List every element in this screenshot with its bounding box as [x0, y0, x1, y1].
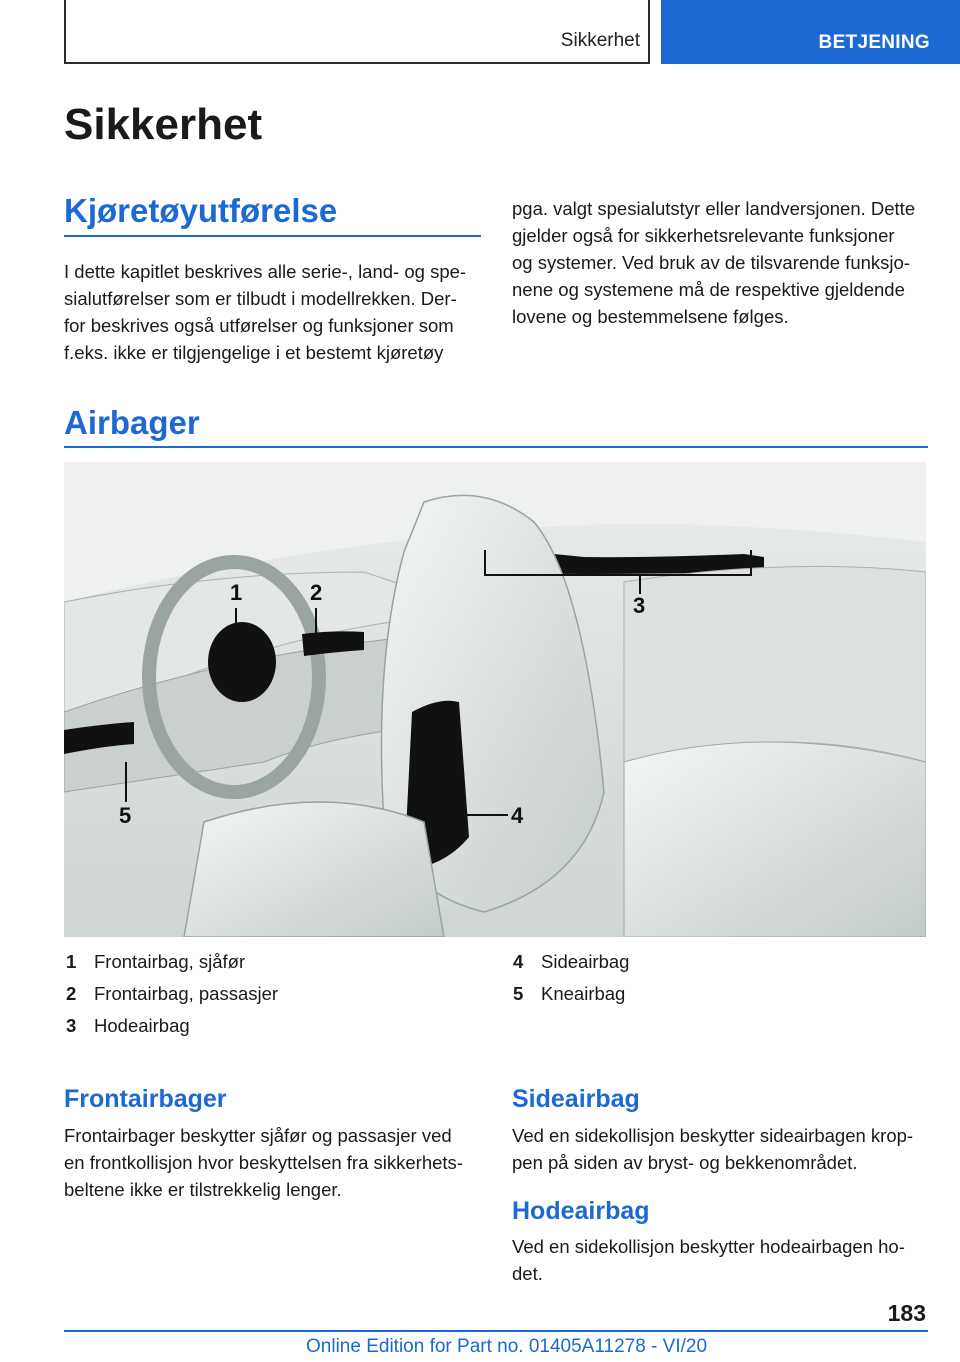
text-line: nene og systemene må de respektive gjeldende [512, 279, 905, 300]
text-line: lovene og bestemmelsene følges. [512, 306, 789, 327]
callout-label-5: 5 [119, 803, 132, 828]
vehicle-design-col2 [512, 195, 932, 330]
vehicle-design-heading: Kjøretøyutførelse [64, 192, 338, 229]
front-airbags-heading: Frontairbager [64, 1085, 227, 1113]
car-interior-illustration [64, 462, 926, 937]
text-line: sialutførelser som er tilbudt i modellrekken. Der- [64, 288, 457, 309]
vehicle-design-rule [64, 235, 481, 237]
legend-number: 4 [513, 951, 524, 972]
head-airbag-text [512, 1233, 932, 1287]
page-title: Sikkerhet [64, 100, 263, 149]
legend-text: Frontairbag, sjåfør [94, 951, 246, 972]
header-section-tab [64, 0, 650, 64]
airbag-legend-col1 [66, 946, 278, 1042]
callout-label-2: 2 [310, 580, 323, 605]
side-airbag-text [512, 1122, 932, 1176]
text-line: og systemer. Ved bruk av de tilsvarende funksjo- [512, 252, 910, 273]
footer-edition-text: Online Edition for Part no. 01405A11278 - VI/20 [306, 1336, 708, 1357]
airbag-location-figure [64, 462, 926, 937]
airbags-rule [64, 446, 928, 448]
legend-text: Sideairbag [541, 951, 630, 972]
legend-item [66, 978, 278, 1010]
rear-door [624, 566, 926, 762]
vehicle-design-col1 [64, 258, 484, 366]
text-line: beltene ikke er tilstrekkelig lenger. [64, 1179, 342, 1200]
text-line: Frontairbager beskytter sjåfør og passasjer ved [64, 1125, 452, 1146]
text-line: gjelder også for sikkerhetsrelevante funksjoner [512, 225, 895, 246]
text-line: pga. valgt spesialutstyr eller landversjonen. Dette [512, 198, 916, 219]
callout-label-1: 1 [230, 580, 243, 605]
airbag-legend-col2 [513, 946, 629, 1010]
text-line: pen på siden av bryst- og bekkenområdet. [512, 1152, 858, 1173]
text-line: en frontkollisjon hvor beskyttelsen fra sikkerhets- [64, 1152, 463, 1173]
text-line: I dette kapitlet beskrives alle serie-, land- og spe- [64, 261, 467, 282]
page-number: 183 [887, 1300, 926, 1326]
header-chapter-tab [661, 0, 960, 64]
legend-text: Hodeairbag [94, 1015, 190, 1036]
legend-item [66, 946, 278, 978]
legend-text: Frontairbag, passasjer [94, 983, 279, 1004]
text-line: for beskrives også utførelser og funksjoner som [64, 315, 454, 336]
head-airbag-heading: Hodeairbag [512, 1197, 650, 1225]
text-line: Ved en sidekollisjon beskytter hodeairbagen ho- [512, 1236, 905, 1257]
legend-item [513, 946, 629, 978]
header-chapter-label: BETJENING [818, 32, 930, 53]
driver-airbag-shape [208, 622, 276, 702]
airbags-heading: Airbager [64, 404, 200, 441]
text-line: f.eks. ikke er tilgjengelige i et bestemt kjøretøy [64, 342, 444, 363]
text-line: Ved en sidekollisjon beskytter sideairbagen krop- [512, 1125, 914, 1146]
front-airbags-text [64, 1122, 494, 1203]
legend-item [66, 1010, 278, 1042]
callout-label-3: 3 [633, 593, 646, 618]
legend-text: Kneairbag [541, 983, 626, 1004]
footer-rule [64, 1330, 928, 1332]
legend-number: 3 [66, 1015, 77, 1036]
side-airbag-heading: Sideairbag [512, 1085, 640, 1113]
callout-label-4: 4 [511, 803, 524, 828]
header-section-label: Sikkerhet [560, 30, 640, 51]
legend-number: 1 [66, 951, 77, 972]
legend-item [513, 978, 629, 1010]
legend-number: 5 [513, 983, 524, 1004]
front-seat-cushion [184, 802, 444, 937]
text-line: det. [512, 1263, 543, 1284]
rear-seat [624, 742, 926, 937]
legend-number: 2 [66, 983, 77, 1004]
